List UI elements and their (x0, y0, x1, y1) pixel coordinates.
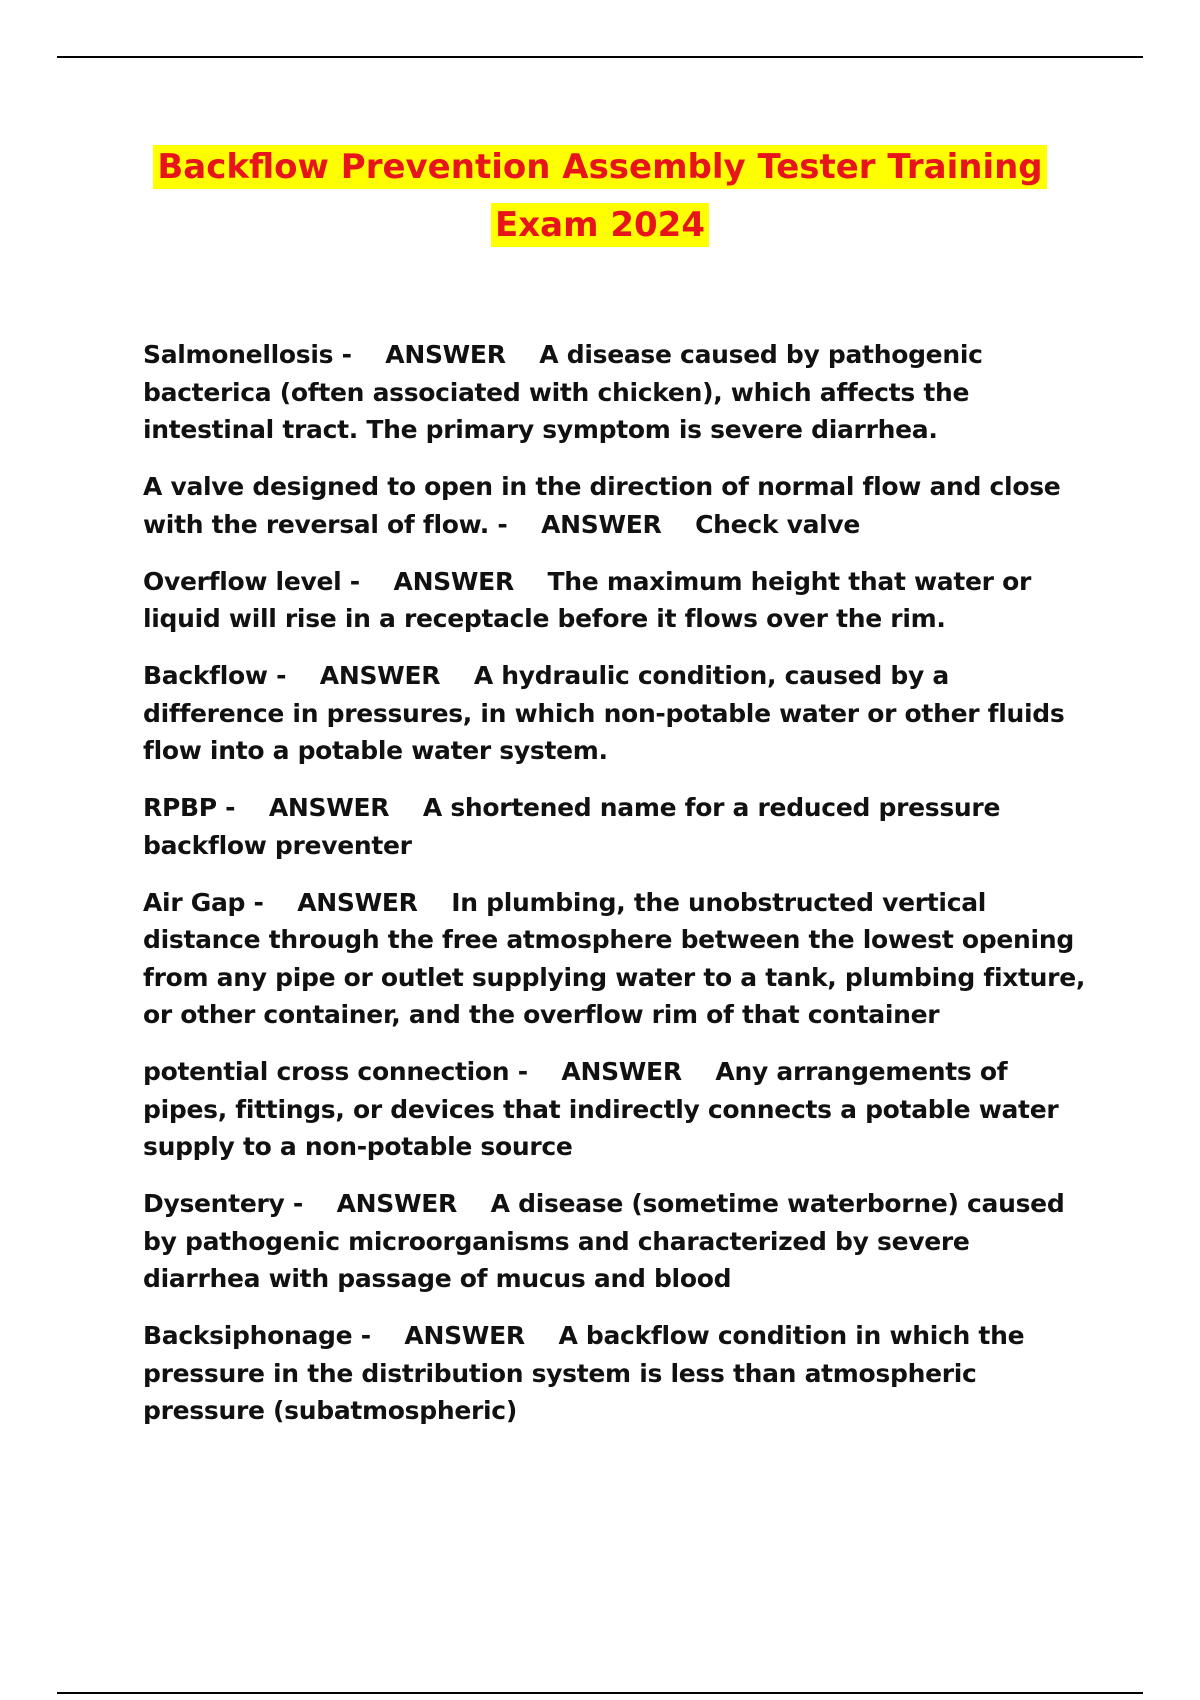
qa-question: Dysentery (143, 1189, 285, 1218)
qa-answer: The maximum height that water or liquid will rise in a receptacle before it flows over the rim. (143, 566, 1032, 633)
qa-question: Salmonellosis (143, 340, 334, 369)
qa-answer-label: ANSWER (393, 566, 514, 596)
qa-item: Salmonellosis - ANSWER A disease caused by pathogenic bacterica (often associated with chicken), which affects the intestinal tract. The primary symptom is severe diarrhea. (143, 340, 983, 444)
qa-answer-label: ANSWER (404, 1321, 525, 1350)
qa-answer-label: ANSWER (319, 661, 441, 690)
qa-question: Air Gap (143, 887, 246, 917)
qa-item: Dysentery - ANSWER A disease (sometime waterborne) caused by pathogenic microorganisms and characterized by severe diarrhea with passage of mucus and blood (143, 1189, 1065, 1293)
qa-answer: A hydraulic condition, caused by a difference in pressures, in which non-potable water or other fluids flow into a potable water system. (143, 661, 1065, 765)
qa-answer: Any arrangements of pipes, fittings, or devices that indirectly connects a potable water supply to a non-potable source (143, 1057, 1059, 1161)
qa-answer-label: ANSWER (268, 793, 390, 822)
qa-item: RPBP - ANSWER A shortened name for a reduced pressure backflow preventer (143, 793, 1001, 860)
qa-question: potential cross connection (143, 1057, 510, 1086)
qa-item: A valve designed to open in the direction of normal flow and close with the reversal of flow. - ANSWER Check valve (143, 472, 1061, 539)
qa-question: Backsiphonage (143, 1321, 353, 1350)
qa-question: Backflow (143, 661, 268, 690)
qa-answer: A shortened name for a reduced pressure backflow preventer (143, 793, 1001, 860)
qa-answer: A backflow condition in which the pressure in the distribution system is less than atmospheric pressure (subatmospheric) (143, 1321, 1025, 1425)
title-line-2: Exam 2024 (491, 203, 709, 247)
qa-answer-label: ANSWER (297, 887, 418, 917)
top-rule (57, 56, 1143, 58)
qa-answer-label: ANSWER (336, 1189, 458, 1218)
qa-answer-label: ANSWER (541, 509, 662, 539)
bottom-rule (57, 1692, 1143, 1694)
qa-question: Overflow level (143, 566, 342, 596)
qa-answer-label: ANSWER (385, 340, 506, 369)
qa-item: potential cross connection - ANSWER Any arrangements of pipes, fittings, or devices that indirectly connects a potable water supply to a non-potable source (143, 1057, 1059, 1161)
qa-answer: In plumbing, the unobstructed vertical distance through the free atmosphere between the lowest opening from any pipe or outlet supplying water to a tank, plumbing fixture, or other container, and the overflow rim of that container (143, 887, 1086, 1029)
qa-list (143, 336, 1093, 1449)
qa-item: Overflow level - ANSWER The maximum height that water or liquid will rise in a receptacle before it flows over the rim. (143, 566, 1032, 633)
qa-answer: A disease (sometime waterborne) caused by pathogenic microorganisms and characterized by severe diarrhea with passage of mucus and blood (143, 1189, 1065, 1293)
document-title (0, 138, 1200, 254)
qa-answer: Check valve (695, 509, 861, 539)
qa-item: Backflow - ANSWER A hydraulic condition, caused by a difference in pressures, in which non-potable water or other fluids flow into a potable water system. (143, 661, 1065, 765)
qa-question: A valve designed to open in the direction of normal flow and close with the reversal of flow. (143, 472, 1061, 539)
qa-question: RPBP (143, 793, 217, 822)
qa-item: Backsiphonage - ANSWER A backflow condition in which the pressure in the distribution system is less than atmospheric pressure (subatmospheric) (143, 1321, 1025, 1425)
qa-answer-label: ANSWER (561, 1057, 682, 1086)
title-line-1: Backflow Prevention Assembly Tester Training (153, 145, 1046, 189)
qa-item: Air Gap - ANSWER In plumbing, the unobstructed vertical distance through the free atmosphere between the lowest opening from any pipe or outlet supplying water to a tank, plumbing fixture, or other container, and the overflow rim of that container (143, 887, 1086, 1029)
qa-answer: A disease caused by pathogenic bacterica (often associated with chicken), which affects the intestinal tract. The primary symptom is severe diarrhea. (143, 340, 983, 444)
